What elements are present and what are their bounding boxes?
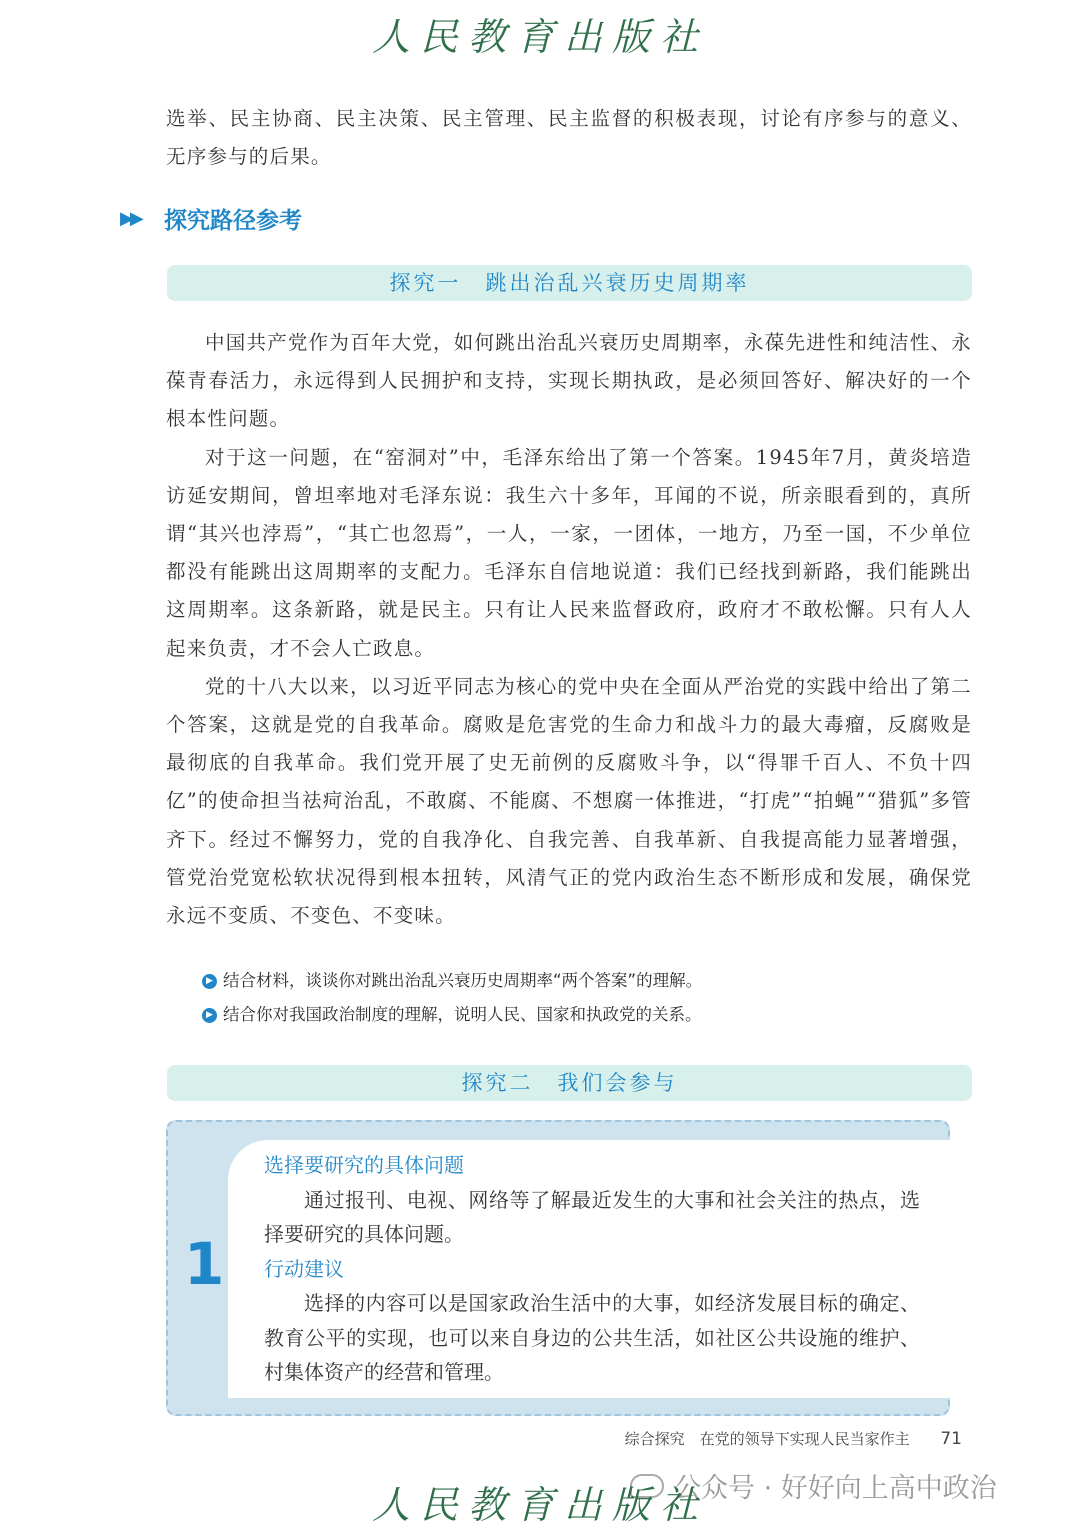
step-box (166, 1120, 950, 1416)
question-text: 结合材料，谈谈你对跳出治乱兴衰历史周期率“两个答案”的理解。 (223, 971, 703, 990)
question-list (202, 964, 702, 1032)
publisher-logo-bottom: 人民教育出版社 (371, 1483, 708, 1527)
intro-paragraph: 选举、民主协商、民主决策、民主管理、民主监督的积极表现，讨论有序参与的意义、无序参与的后果。 (166, 107, 972, 169)
watermark-text: 公众号 · 好好向上高中政治 (674, 1473, 997, 1504)
inquiry1-paragraph: 对于这一问题，在“窑洞对”中，毛泽东给出了第一个答案。1945年7月，黄炎培造访延安期间，曾坦率地对毛泽东说：我生六十多年，耳闻的不说，所亲眼看到的，真所谓“其兴也浡焉”，“其亡也忽焉”，一人，一家，一团体，一地方，乃至一国，不少单位都没有能跳出这周期率的支配力。毛泽东自信地说道：我们已经找到新路，我们能跳出这周期率。这条新路，就是民主。只有让人民来监督政府，政府才不敢松懈。只有人人起来负责，才不会人亡政息。 (166, 445, 972, 660)
inquiry1-paragraph: 中国共产党作为百年大党，如何跳出治乱兴衰历史周期率，永葆先进性和纯洁性、永葆青春活力，永远得到人民拥护和支持，实现长期执政，是必须回答好、解决好的一个根本性问题。 (166, 331, 972, 431)
publisher-logo-top: 人民教育出版社 (371, 15, 708, 59)
inquiry2-banner: 探究二 我们会参与 (167, 1065, 972, 1101)
footer-chapter: 综合探究 在党的领导下实现人民当家作主 (624, 1430, 910, 1448)
step-text: 选择的内容可以是国家政治生活中的大事，如经济发展目标的确定、教育公平的实现，也可以来自身边的公共生活，如社区公共设施的维护、村集体资产的经营和管理。 (264, 1291, 920, 1384)
inquiry1-body (166, 324, 972, 935)
step-text: 通过报刊、电视、网络等了解最近发生的大事和社会关注的热点，选择要研究的具体问题。 (264, 1187, 920, 1246)
play-bullet-icon: ▶ (202, 974, 217, 989)
step-panel (228, 1140, 950, 1398)
question-text: 结合你对我国政治制度的理解，说明人民、国家和执政党的关系。 (223, 1005, 702, 1024)
step-number: 1 (184, 1230, 225, 1298)
question-item (202, 998, 702, 1032)
question-item (202, 964, 702, 998)
page-footer (625, 1428, 962, 1449)
double-arrow-icon: ▶▶ (120, 208, 140, 229)
inquiry1-paragraph: 党的十八大以来，以习近平同志为核心的党中央在全面从严治党的实践中给出了第二个答案，这就是党的自我革命。腐败是危害党的生命力和战斗力的最大毒瘤，反腐败是最彻底的自我革命。我们党开展了史无前例的反腐败斗争，以“得罪千百人、不负十四亿”的使命担当祛疴治乱，不敢腐、不能腐、不想腐一体推进，“打虎”“拍蝇”“猎狐”多管齐下。经过不懈努力，党的自我净化、自我完善、自我革新、自我提高能力显著增强，管党治党宽松软状况得到根本扭转，风清气正的党内政治生态不断形成和发展，确保党永远不变质、不变色、不变味。 (166, 674, 972, 928)
inquiry1-banner: 探究一 跳出治乱兴衰历史周期率 (167, 265, 972, 301)
play-bullet-icon: ▶ (202, 1008, 217, 1023)
page-number: 71 (940, 1429, 962, 1449)
section-title: 探究路径参考 (164, 208, 302, 234)
section-heading (120, 202, 302, 235)
step-subtitle: 行动建议 (264, 1256, 344, 1281)
step-subtitle: 选择要研究的具体问题 (264, 1153, 464, 1177)
step-content (264, 1148, 920, 1390)
